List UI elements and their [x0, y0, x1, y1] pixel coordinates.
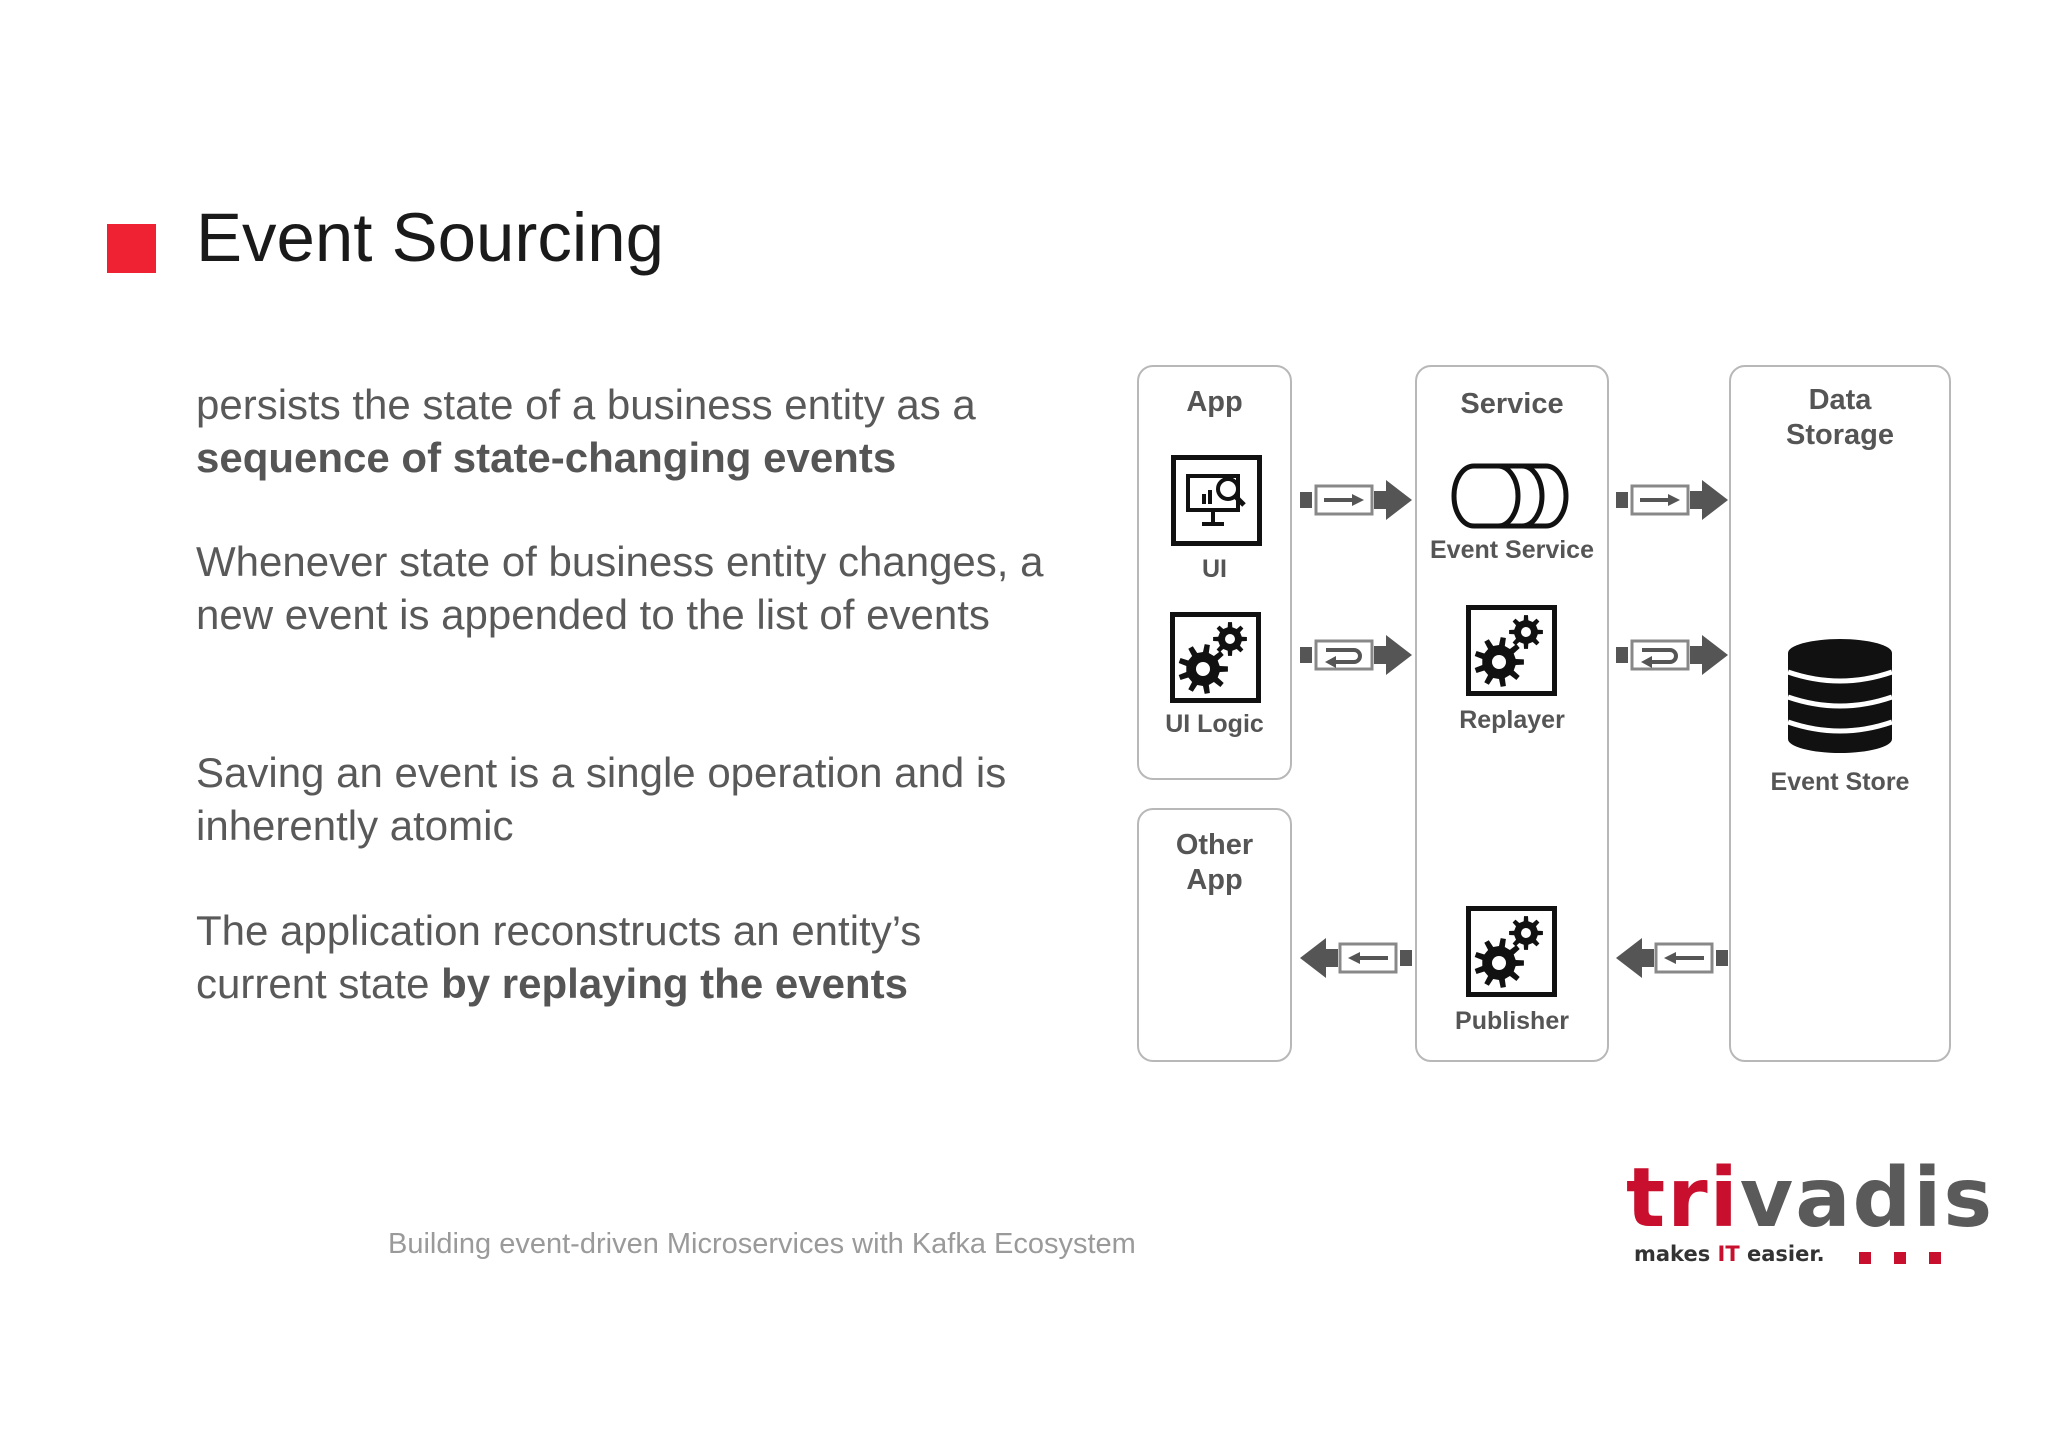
paragraph-1	[196, 378, 1096, 484]
other-app-box	[1137, 808, 1292, 1062]
title-marker	[107, 224, 156, 273]
app-to-service-event-connector	[1298, 474, 1414, 524]
event-service-label: Event Service	[1430, 536, 1594, 564]
logo-wordmark: trivadis	[1626, 1151, 1995, 1246]
storage-to-service-connector	[1614, 932, 1730, 982]
ui-logic-gears-icon	[1170, 612, 1261, 703]
logo-tagline: makes IT easier.	[1634, 1242, 1825, 1266]
ui-logic-label: UI Logic	[1165, 710, 1264, 738]
replayer-gears-icon	[1466, 605, 1557, 696]
data-storage-title: Data Storage	[1786, 384, 1894, 451]
footer-text: Building event-driven Microservices with Kafka Ecosystem	[388, 1228, 1136, 1260]
paragraph-4-text: The application reconstructs an entity’s current state	[196, 907, 922, 1007]
paragraph-4-bold: by replaying the events	[441, 960, 908, 1007]
paragraph-1-bold: sequence of state-changing events	[196, 434, 897, 481]
paragraph-3: Saving an event is a single operation and is inherently atomic	[196, 749, 1007, 849]
replayer-label: Replayer	[1459, 706, 1565, 734]
publisher-label: Publisher	[1455, 1007, 1569, 1035]
ui-label: UI	[1202, 555, 1227, 583]
service-to-other-app-connector	[1298, 932, 1414, 982]
service-title: Service	[1460, 388, 1564, 420]
paragraph-2: Whenever state of business entity changes, a new event is appended to the list of events	[196, 538, 1044, 638]
service-to-storage-event-connector	[1614, 474, 1730, 524]
publisher-gears-icon	[1466, 906, 1557, 997]
database-icon	[1786, 638, 1894, 754]
service-to-storage-replay-connector	[1614, 629, 1730, 679]
paragraph-4	[196, 904, 1056, 1010]
app-to-service-replay-connector	[1298, 629, 1414, 679]
trivadis-logo	[1626, 1151, 1995, 1268]
ui-monitor-icon	[1171, 455, 1262, 546]
event-log-icon	[1450, 461, 1574, 531]
paragraph-1-text: persists the state of a business entity as a	[196, 381, 976, 428]
other-app-title: Other App	[1175, 829, 1254, 896]
logo-dot	[1929, 1252, 1941, 1264]
logo-dot	[1894, 1252, 1906, 1264]
app-title: App	[1186, 386, 1243, 418]
slide-title: Event Sourcing	[196, 199, 664, 276]
logo-dot	[1859, 1252, 1871, 1264]
event-store-label: Event Store	[1770, 768, 1910, 796]
